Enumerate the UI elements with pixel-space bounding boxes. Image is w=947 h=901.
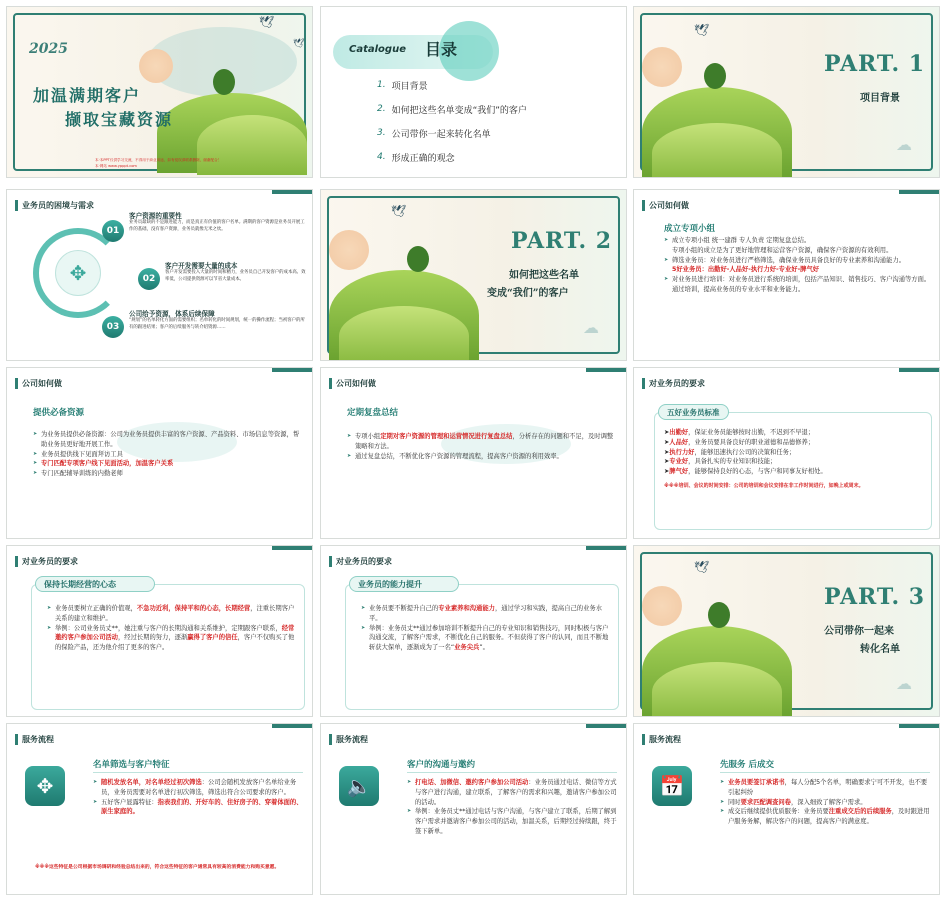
bird-icon: 🕊 [694, 23, 710, 37]
toc-item[interactable]: 3. 公司带你一起来转化名单 [377, 128, 491, 140]
standard-item: ➤出勤好，保证业务员能够按时出勤，不迟到不早退； [664, 429, 815, 436]
bullet-item: ➤ 专门匹配辅导训练的内勤老师 [33, 469, 303, 479]
step-number: 02 [138, 268, 160, 290]
bullet-item: ➤ 专门匹配专项客户线下见面活动，加温客户关系 [33, 459, 303, 469]
slide-title-line1: 加温满期客户 [33, 86, 142, 105]
bullet-list [33, 430, 303, 479]
cloud-icon: ☁ [896, 674, 912, 693]
section-title: 名单筛选与客户特征 [93, 760, 170, 770]
bullet-item: ➤ 举例：业务员丈**通过电话与客户沟通，与客户建立了联系，后期了解到客户需求并邀请客户参加公司的活动，加温关系，后期经过持续跟，终于签下新单。 [407, 807, 619, 836]
slide-8-thumbnail[interactable] [320, 367, 627, 539]
slide-title-line2: 撷取宝藏资源 [65, 110, 174, 129]
part-heading: PART. 1 [824, 51, 926, 77]
grid-icon: ✥ [25, 766, 65, 806]
slide-header: 业务员的困境与需求 [15, 198, 94, 212]
highlight-line: 5好业务员：出勤好-人品好-执行力好-专业好-脾气好 [672, 266, 820, 274]
accent-bar [899, 724, 939, 728]
accent-bar [272, 368, 312, 372]
accent-bar [272, 546, 312, 550]
standard-item: ➤专业好，具备扎实的专业知识和技能； [664, 458, 777, 466]
red-disclaimer: 本·本PPT仅供学习交流，不得用于商业用途，如有侵权请联系删除，谢谢配合！ [95, 158, 222, 162]
slide-header: 服务流程 [15, 732, 54, 746]
slide-11-thumbnail[interactable] [320, 545, 627, 717]
paragraph: 专项小组的成立是为了更好地管理和运营客户资源，确保客户资源的有效利用。 [672, 246, 893, 254]
accent-bar [272, 190, 312, 194]
bullet-list [407, 778, 619, 837]
section-pill: 保持长期经营的心态 [35, 576, 155, 592]
website-note: 本·网站 www.ypppt.com [95, 164, 137, 168]
tea-hill-illustration [329, 220, 489, 354]
accent-bar [586, 546, 626, 550]
bullet-item: ➤ 五好客户显露特征：指表我们的、开好车的、住好房子的、穿着体面的、原生家庭的。 [93, 798, 305, 818]
section-title: 客户的沟通与邀约 [407, 760, 476, 770]
standards-list [664, 428, 926, 491]
slide-9-thumbnail[interactable] [633, 367, 940, 539]
section-subhead: 提供必备资源 [33, 408, 85, 418]
slide-13-thumbnail[interactable] [6, 723, 313, 895]
bullet-item: ➤ 打电话、加微信、邀约客户参加公司活动：业务员通过电话、微信等方式与客户进行沟通，建立联系，了解客户的需求和兴趣，邀请客户参加公司的活动。 [407, 778, 619, 807]
bullet-list [720, 778, 932, 827]
slide-header: 公司如何做 [642, 198, 689, 212]
bird-icon: 🕊 [259, 15, 275, 29]
bullet-item: ➤ 同时要求匹配调查问卷，深入细致了解客户需求。 [720, 798, 932, 808]
bullet-item: ➤ 成交后继续提供优质服务：业务员要注重成交后的后续服务，及时跟进用户服务务解，解决客户的问题，提高客户的满意度。 [720, 807, 932, 827]
section-pill: 五好业务员标准 [658, 404, 729, 420]
slide-15-thumbnail[interactable] [633, 723, 940, 895]
slide-14-thumbnail[interactable] [320, 723, 627, 895]
bullet-item: ➤ 举例：业务员丈**通过参加培训不断提升自己的专业知识和销售技巧，同时积极与客户沟通交流，了解客户需求，不断优化自己的服务。不但获得了客户的认同，而且不断地斩获大保单，逐渐成为了一名“业务尖兵”。 [361, 624, 613, 653]
cloud-icon: ☁ [896, 135, 912, 154]
slide-10-thumbnail[interactable] [6, 545, 313, 717]
slide-header: 公司如何做 [329, 376, 376, 390]
slide-2-thumbnail[interactable] [320, 6, 627, 178]
toc-item[interactable]: 4. 形成正确的观念 [377, 152, 455, 164]
slide-3-thumbnail[interactable] [633, 6, 940, 178]
underline [407, 772, 617, 773]
content-block [664, 236, 932, 295]
accent-bar [586, 724, 626, 728]
section-subhead: 定期复盘总结 [347, 408, 399, 418]
note-line: ※※※培训、会议的时间安排：公司的培训和会议安排在非工作时间进行，如晚上或周末。 [664, 482, 864, 489]
bullet-item: ➤ 成立专项小组 统一建群 专人负责 定期复盘总结。 [664, 236, 932, 246]
standard-item: ➤脾气好，能够保持良好的心态，与客户和同事友好相处。 [664, 468, 827, 475]
year-label: 2025 [29, 41, 68, 57]
underline [93, 772, 303, 773]
part-heading: PART. 3 [824, 584, 926, 610]
slide-5-thumbnail[interactable] [320, 189, 627, 361]
slide-header: 对业务员的要求 [642, 376, 705, 390]
bullet-list [347, 432, 615, 461]
part-subtitle: 项目背景 [860, 93, 900, 104]
tea-hill-illustration [642, 576, 802, 710]
bird-icon: 🕊 [694, 560, 710, 574]
bullet-item: ➤ 筛选业务员：对业务员进行严格筛选，确保业务员具备良好的专业素养和沟通能力。 [664, 256, 932, 266]
slide-7-thumbnail[interactable] [6, 367, 313, 539]
part-subtitle-line1: 如何把这些名单 [509, 270, 579, 281]
accent-bar [899, 368, 939, 372]
step-number: 03 [102, 316, 124, 338]
slide-6-thumbnail[interactable] [633, 189, 940, 361]
accent-bar [586, 368, 626, 372]
bullet-item: ➤ 业务员要不断提升自己的专业素养和沟通能力，通过学习和实践，提高自己的业务水平。 [361, 604, 613, 624]
bullet-list [361, 604, 613, 653]
bullet-item: ➤ 业务员要树立正确的价值观，不急功近利，保持平和的心态，长期经营，注重长期客户关系的建立和维护。 [47, 604, 299, 624]
toc-item[interactable]: 2. 如何把这些名单变成“我们”的客户 [377, 104, 527, 116]
section-subhead: 成立专项小组 [664, 224, 716, 234]
calendar-icon: 📅 [652, 766, 692, 806]
bullet-list [47, 604, 299, 653]
bullet-item: ➤ 为业务员提供必备资源：公司为业务员提供丰富的客户资源、产品资料、市场信息等资源，帮助业务员更好地开展工作。 [33, 430, 303, 450]
standard-item: ➤人品好，业务员要具备良好的职业道德和品德修养； [664, 438, 815, 446]
bullet-item: ➤ 随机发放名单，对名单经过初次筛选：公司会随机发放客户名单给业务员，业务员需要对名单进行初次筛选，筛选出符合公司要求的客户。 [93, 778, 305, 798]
part-subtitle-line2: 变成“我们”的客户 [487, 288, 569, 299]
section-title: 先服务 后成交 [720, 760, 774, 770]
bullet-item: ➤ 业务员要签订承诺书，每人分配5个名单，明确要求宁可不开发，也不要引起纠纷 [720, 778, 932, 798]
note-line: ※※※这些特征是公司根据市场调研和经验总结出来的，符合这些特征的客户通常具有较高的消费能力和购买意愿。 [35, 865, 280, 870]
slide-1-thumbnail[interactable] [6, 6, 313, 178]
slide-4-thumbnail[interactable] [6, 189, 313, 361]
bullet-list [93, 778, 305, 817]
bullet-item: ➤ 对业务员进行培训：对业务员进行系统的培训，包括产品知识、销售技巧、客户沟通等方面。通过培训，提高业务员的专业水平和业务能力。 [664, 275, 932, 295]
standard-item: ➤执行力好，能够迅速执行公司的决策和任务； [664, 448, 796, 456]
accent-bar [272, 724, 312, 728]
need-item: 客户资源的重要性 业务员最缺的不是跟进能力，而是真正有价值的客户名单。满期的客户资源是业务员开展工作的基础，没有客户资源，业务员就像无米之炊。 [129, 212, 305, 232]
slide-header: 对业务员的要求 [329, 554, 392, 568]
part-subtitle-line1: 公司带你一起来 [824, 626, 894, 637]
section-pill: 业务员的能力提升 [349, 576, 459, 592]
underline [720, 772, 930, 773]
need-item: 客户开发需要大量的成本 客户开发需要投入大量的时间和精力，业务员自己开发客户的成本高、效率低，公司提供资源可以节省大量成本。 [165, 262, 306, 282]
catalogue-label: Catalogue [349, 44, 406, 55]
slide-header: 服务流程 [642, 732, 681, 746]
toc-item[interactable]: 1. 项目背景 [377, 80, 428, 92]
bird-icon: 🕊 [293, 39, 305, 49]
accent-bar [899, 190, 939, 194]
ring-center: ✥ [55, 250, 101, 296]
part-heading: PART. 2 [511, 228, 613, 254]
bullet-item: ➤ 通过复盘总结，不断优化客户资源的管理流程，提高客户资源的利用效率。 [347, 452, 615, 462]
tea-hill-illustration [642, 37, 802, 171]
toc-list [377, 73, 527, 169]
step-number: 01 [102, 220, 124, 242]
slide-header: 对业务员的要求 [15, 554, 78, 568]
need-item: 公司给予资源，体系后续保障 “规划”的名单转化方面的需要组织；名单转化的时间规划，统一的操作流程；当初客户的所有的跟进结果；客户的后续服务与转介绍资源…… [129, 310, 305, 330]
bullet-item: ➤ 举例：公司业务员丈**，她注重与客户的长期沟通和关系维护，定期跟客户联系，经常邀约客户参加公司活动，经过长期的努力，逐渐赢得了客户的信任，客户不仅购买了他的保险产品，还为他介绍了更多的客户。 [47, 624, 299, 653]
slide-header: 服务流程 [329, 732, 368, 746]
part-subtitle-line2: 转化名单 [860, 644, 900, 655]
bird-icon: 🕊 [391, 204, 407, 218]
tea-hill-illustration [157, 55, 307, 170]
cloud-icon: ☁ [583, 318, 599, 337]
catalogue-title: 目录 [425, 40, 458, 59]
slide-header: 公司如何做 [15, 376, 62, 390]
bullet-item: ➤ 业务员提供线下见面拜访工具 [33, 450, 303, 460]
slide-12-thumbnail[interactable] [633, 545, 940, 717]
speaker-icon: 🔈 [339, 766, 379, 806]
bullet-item: ➤ 专项小组定期对客户资源的管理和运营情况进行复盘总结，分析存在的问题和不足，及时调整策略和方法。 [347, 432, 615, 452]
